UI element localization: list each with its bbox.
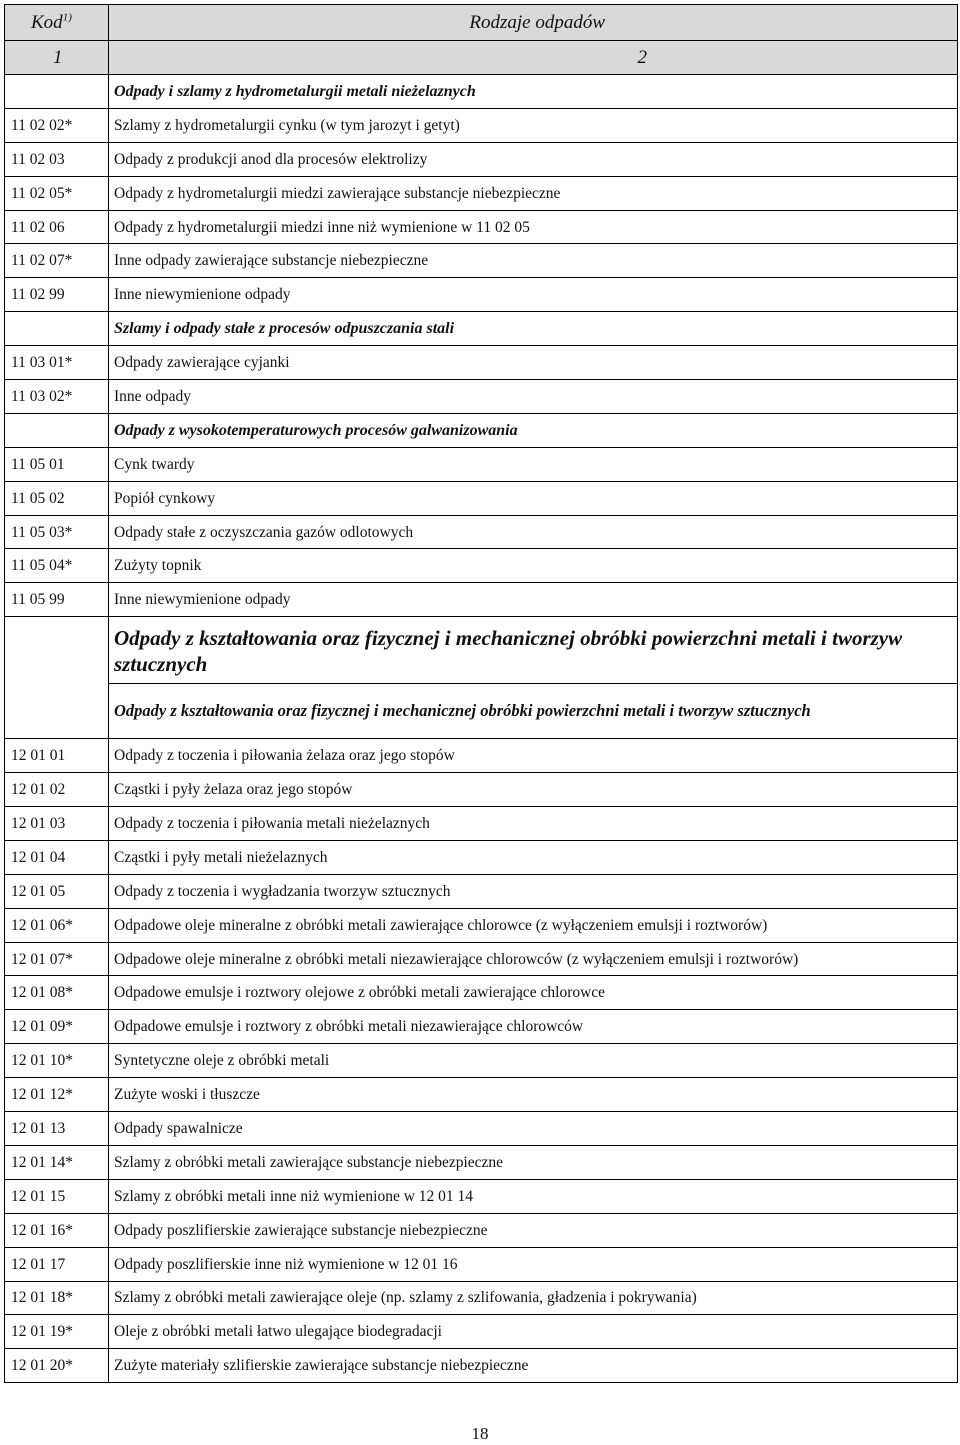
table-row: [5, 1145, 958, 1179]
waste-description-cell: Szlamy z obróbki metali zawierające substancje niebezpieczne: [109, 1145, 958, 1179]
table-header-row: [5, 5, 958, 41]
table-row: [5, 739, 958, 773]
waste-code-cell: 11 02 99: [5, 278, 109, 312]
table-row: [5, 481, 958, 515]
waste-description-cell: Odpady z hydrometalurgii miedzi zawierające substancje niebezpieczne: [109, 176, 958, 210]
table-row: [5, 244, 958, 278]
heading-text: Szlamy i odpady stałe z procesów odpuszczania stali: [109, 312, 958, 346]
table-row: [5, 108, 958, 142]
waste-description-cell: Odpady poszlifierskie inne niż wymienione w 12 01 16: [109, 1247, 958, 1281]
waste-code-cell: 11 02 03: [5, 142, 109, 176]
table-row: [5, 1213, 958, 1247]
waste-description-cell: Odpady z produkcji anod dla procesów elektrolizy: [109, 142, 958, 176]
footnote-marker: 1): [62, 11, 72, 24]
header-code-label: Kod$^{1)}$: [5, 5, 109, 41]
waste-description-cell: Odpadowe emulsje i roztwory olejowe z obróbki metali zawierające chlorowce: [109, 976, 958, 1010]
waste-description-cell: Szlamy z obróbki metali zawierające oleje (np. szlamy z szlifowania, gładzenia i pokrywania): [109, 1281, 958, 1315]
table-row: [5, 447, 958, 481]
table-row: [5, 1247, 958, 1281]
waste-description-cell: Cząstki i pyły żelaza oraz jego stopów: [109, 773, 958, 807]
waste-description-cell: Szlamy z obróbki metali inne niż wymienione w 12 01 14: [109, 1179, 958, 1213]
table-row: [5, 807, 958, 841]
waste-description-cell: Oleje z obróbki metali łatwo ulegające biodegradacji: [109, 1315, 958, 1349]
table-row: [5, 583, 958, 617]
waste-code-cell: [5, 75, 109, 109]
waste-description-cell: Syntetyczne oleje z obróbki metali: [109, 1044, 958, 1078]
table-row: [5, 874, 958, 908]
waste-description-cell: Szlamy z hydrometalurgii cynku (w tym jarozyt i getyt): [109, 108, 958, 142]
group-heading-row: [5, 617, 958, 684]
table-row: [5, 549, 958, 583]
table-row: [5, 1281, 958, 1315]
waste-code-cell: [5, 617, 109, 684]
waste-code-cell: 11 02 02*: [5, 108, 109, 142]
waste-code-cell: 12 01 01: [5, 739, 109, 773]
waste-code-cell: 12 01 18*: [5, 1281, 109, 1315]
waste-code-cell: [5, 312, 109, 346]
table-row: [5, 210, 958, 244]
waste-code-cell: 11 05 03*: [5, 515, 109, 549]
heading-text: Odpady z wysokotemperaturowych procesów galwanizowania: [109, 413, 958, 447]
waste-code-cell: 11 05 02: [5, 481, 109, 515]
table-row: [5, 278, 958, 312]
waste-code-cell: 12 01 04: [5, 840, 109, 874]
table-column-numbers-row: [5, 41, 958, 75]
table-body: [5, 75, 958, 1383]
waste-code-cell: 12 01 05: [5, 874, 109, 908]
waste-description-cell: Odpady spawalnicze: [109, 1112, 958, 1146]
section-heading-row: [5, 312, 958, 346]
section-heading-row: [5, 413, 958, 447]
waste-code-cell: 11 05 99: [5, 583, 109, 617]
column-number-1: 1: [5, 41, 109, 75]
waste-code-cell: 12 01 08*: [5, 976, 109, 1010]
table-row: [5, 1179, 958, 1213]
waste-description-cell: Inne niewymienione odpady: [109, 583, 958, 617]
waste-code-cell: 11 03 02*: [5, 380, 109, 414]
waste-code-cell: 12 01 10*: [5, 1044, 109, 1078]
header-title: Rodzaje odpadów: [109, 5, 958, 41]
waste-code-cell: 12 01 02: [5, 773, 109, 807]
waste-description-cell: Odpady z toczenia i piłowania żelaza oraz jego stopów: [109, 739, 958, 773]
waste-description-cell: Inne odpady: [109, 380, 958, 414]
waste-description-cell: Inne odpady zawierające substancje niebezpieczne: [109, 244, 958, 278]
waste-code-cell: 12 01 03: [5, 807, 109, 841]
waste-description-cell: Odpady z toczenia i piłowania metali nieżelaznych: [109, 807, 958, 841]
waste-code-cell: 11 03 01*: [5, 346, 109, 380]
waste-code-cell: 12 01 13: [5, 1112, 109, 1146]
table-row: [5, 840, 958, 874]
heading-text: Odpady i szlamy z hydrometalurgii metali nieżelaznych: [109, 75, 958, 109]
waste-code-cell: 11 02 05*: [5, 176, 109, 210]
waste-code-cell: 11 05 01: [5, 447, 109, 481]
table-row: [5, 515, 958, 549]
table-row: [5, 908, 958, 942]
page-number: 18: [471, 1424, 489, 1443]
waste-description-cell: Inne niewymienione odpady: [109, 278, 958, 312]
table-row: [5, 176, 958, 210]
waste-codes-table: [4, 4, 958, 1383]
waste-description-cell: Odpadowe oleje mineralne z obróbki metali zawierające chlorowce (z wyłączeniem emulsji i roztworów): [109, 908, 958, 942]
heading-text: Odpady z kształtowania oraz fizycznej i mechanicznej obróbki powierzchni metali i tworzyw sztucznych: [109, 617, 958, 684]
waste-description-cell: Odpady stałe z oczyszczania gazów odlotowych: [109, 515, 958, 549]
waste-code-cell: 12 01 19*: [5, 1315, 109, 1349]
waste-code-cell: 12 01 12*: [5, 1078, 109, 1112]
table-row: [5, 1078, 958, 1112]
waste-description-cell: Zużyte woski i tłuszcze: [109, 1078, 958, 1112]
table-row: [5, 1112, 958, 1146]
waste-code-cell: 11 02 06: [5, 210, 109, 244]
waste-description-cell: Zużyty topnik: [109, 549, 958, 583]
waste-description-cell: Popiół cynkowy: [109, 481, 958, 515]
waste-code-cell: [5, 684, 109, 739]
waste-description-cell: Odpady zawierające cyjanki: [109, 346, 958, 380]
waste-description-cell: Odpady z hydrometalurgii miedzi inne niż wymienione w 11 02 05: [109, 210, 958, 244]
waste-code-cell: 12 01 16*: [5, 1213, 109, 1247]
heading-text: Odpady z kształtowania oraz fizycznej i mechanicznej obróbki powierzchni metali i tworzyw sztucznych: [109, 684, 958, 739]
table-row: [5, 1315, 958, 1349]
waste-code-cell: 12 01 14*: [5, 1145, 109, 1179]
waste-description-cell: Cząstki i pyły metali nieżelaznych: [109, 840, 958, 874]
table-row: [5, 1349, 958, 1383]
waste-code-cell: 12 01 06*: [5, 908, 109, 942]
waste-description-cell: Odpadowe emulsje i roztwory z obróbki metali niezawierające chlorowców: [109, 1010, 958, 1044]
subgroup-heading-row: [5, 684, 958, 739]
table-row: [5, 1044, 958, 1078]
waste-code-cell: 12 01 15: [5, 1179, 109, 1213]
waste-code-cell: 12 01 07*: [5, 942, 109, 976]
waste-description-cell: Zużyte materiały szlifierskie zawierające substancje niebezpieczne: [109, 1349, 958, 1383]
waste-code-cell: 11 02 07*: [5, 244, 109, 278]
waste-description-cell: Odpady z toczenia i wygładzania tworzyw sztucznych: [109, 874, 958, 908]
table-row: [5, 942, 958, 976]
table-row: [5, 1010, 958, 1044]
table-row: [5, 142, 958, 176]
column-number-2: 2: [109, 41, 958, 75]
waste-code-cell: 12 01 20*: [5, 1349, 109, 1383]
waste-description-cell: Odpady poszlifierskie zawierające substancje niebezpieczne: [109, 1213, 958, 1247]
waste-code-cell: 12 01 17: [5, 1247, 109, 1281]
section-heading-row: [5, 75, 958, 109]
waste-code-cell: 11 05 04*: [5, 549, 109, 583]
table-row: [5, 773, 958, 807]
waste-code-cell: [5, 413, 109, 447]
waste-description-cell: Odpadowe oleje mineralne z obróbki metali niezawierające chlorowców (z wyłączeniem emulsji i roztworów): [109, 942, 958, 976]
table-row: [5, 380, 958, 414]
table-row: [5, 346, 958, 380]
table-row: [5, 976, 958, 1010]
waste-code-cell: 12 01 09*: [5, 1010, 109, 1044]
waste-description-cell: Cynk twardy: [109, 447, 958, 481]
